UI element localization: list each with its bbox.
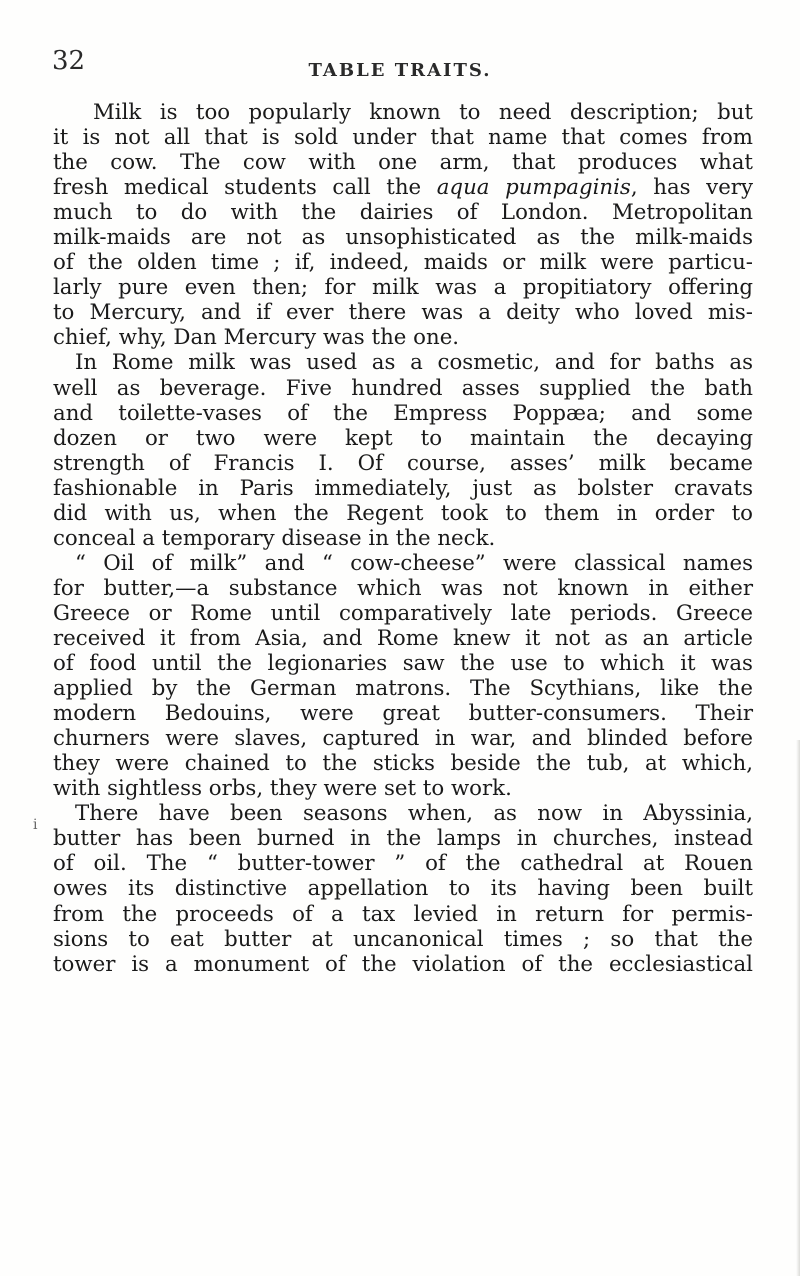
text-line: did with us, when the Regent took to them in order to bbox=[53, 500, 753, 526]
text-line: strength of Francis I. Of course, asses’ milk became bbox=[53, 450, 753, 476]
text-line: milk-maids are not as unsophisticated as the milk-maids bbox=[53, 225, 753, 251]
text-line: of oil. The “ butter-tower ” of the cathedral at Rouen bbox=[53, 851, 753, 877]
text-line-italic: fresh medical students call the aqua pumpaginis, has very bbox=[53, 175, 754, 201]
body-text bbox=[53, 100, 753, 977]
text-line: fashionable in Paris immediately, just as bolster cravats bbox=[53, 475, 753, 501]
text-line: they were chained to the sticks beside the tub, at which, bbox=[53, 751, 753, 777]
margin-mark: i bbox=[33, 817, 38, 833]
text-line: for butter,—a substance which was not known in either bbox=[53, 575, 753, 601]
text-line: to Mercury, and if ever there was a deity who loved mis- bbox=[53, 300, 753, 326]
text-line: well as beverage. Five hundred asses supplied the bath bbox=[53, 375, 753, 401]
text-line: tower is a monument of the violation of the ecclesiastical bbox=[53, 951, 753, 977]
text-line: churners were slaves, captured in war, and blinded before bbox=[53, 726, 753, 752]
text-line: larly pure even then; for milk was a propitiatory offering bbox=[53, 275, 753, 301]
text-line: much to do with the dairies of London. Metropolitan bbox=[53, 200, 753, 226]
page-number: 32 bbox=[52, 46, 86, 76]
text-line: There have been seasons when, as now in Abyssinia, bbox=[75, 801, 753, 827]
text-line: applied by the German matrons. The Scythians, like the bbox=[53, 676, 753, 702]
text-line: of food until the legionaries saw the use to which it was bbox=[53, 651, 753, 677]
text-line: with sightless orbs, they were set to work. bbox=[53, 776, 512, 802]
text-line: modern Bedouins, were great butter-consumers. Their bbox=[53, 701, 753, 727]
text-line: In Rome milk was used as a cosmetic, and for baths as bbox=[75, 350, 753, 376]
italic-phrase: aqua pumpaginis bbox=[436, 175, 631, 201]
text-line: chief, why, Dan Mercury was the one. bbox=[53, 325, 460, 351]
text-line: Greece or Rome until comparatively late periods. Greece bbox=[53, 600, 753, 626]
text-line: Milk is too popularly known to need description; but bbox=[93, 100, 753, 125]
text-line: conceal a temporary disease in the neck. bbox=[53, 525, 496, 551]
text-line: it is not all that is sold under that name that comes from bbox=[53, 125, 753, 151]
text-line: owes its distinctive appellation to its having been built bbox=[53, 876, 753, 902]
text-line: “ Oil of milk” and “ cow-cheese” were classical names bbox=[75, 550, 753, 576]
text-line: the cow. The cow with one arm, that produces what bbox=[53, 150, 753, 176]
text-line: dozen or two were kept to maintain the decaying bbox=[53, 425, 753, 451]
text-line: from the proceeds of a tax levied in return for permis- bbox=[53, 901, 753, 927]
text-line: and toilette-vases of the Empress Poppæa; and some bbox=[53, 400, 753, 426]
text-line: butter has been burned in the lamps in churches, instead bbox=[53, 826, 753, 852]
running-head: TABLE TRAITS. bbox=[308, 60, 492, 81]
text-line: received it from Asia, and Rome knew it not as an article bbox=[53, 625, 753, 651]
page-edge-shadow bbox=[796, 740, 800, 1276]
text-line: of the olden time ; if, indeed, maids or milk were particu- bbox=[53, 250, 753, 276]
text-line: sions to eat butter at uncanonical times ; so that the bbox=[53, 926, 753, 952]
